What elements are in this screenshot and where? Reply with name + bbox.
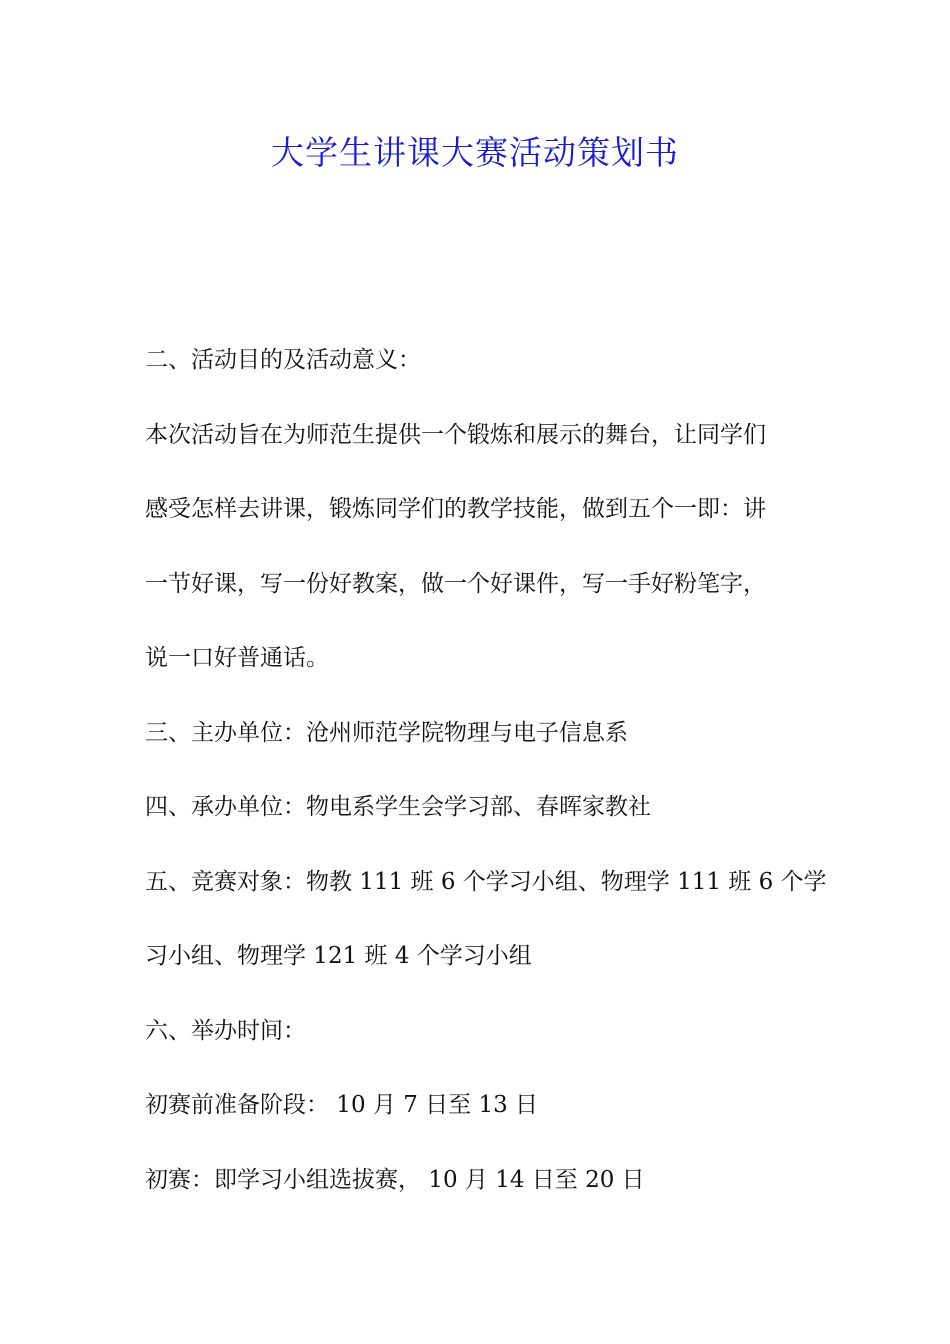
document-body [145, 335, 827, 1229]
paragraph-line: 说一口好普通话。 [145, 645, 329, 671]
section-3-organizer: 三、主办单位：沧州师范学院物理与电子信息系 [145, 719, 628, 746]
document-title: 大学生讲课大赛活动策划书 [271, 133, 679, 172]
section-4-co-organizer: 四、承办单位：物电系学生会学习部、春晖家教社 [145, 794, 651, 820]
schedule-item: 初赛：即学习小组选拔赛， 10 月 14 日至 20 日 [145, 1166, 645, 1193]
paragraph-line: 一节好课，写一份好教案，做一个好课件，写一手好粉笔字， [145, 570, 766, 597]
paragraph-line: 本次活动旨在为师范生提供一个锻炼和展示的舞台，让同学们 [145, 421, 766, 448]
section-2-heading: 二、活动目的及活动意义： [145, 347, 421, 373]
paragraph-line: 习小组、物理学 121 班 4 个学习小组 [145, 943, 532, 969]
section-6-schedule-heading: 六、举办时间： [145, 1017, 306, 1044]
paragraph-line: 感受怎样去讲课，锻炼同学们的教学技能，做到五个一即：讲 [145, 496, 766, 522]
schedule-item: 初赛前准备阶段： 10 月 7 日至 13 日 [145, 1092, 539, 1118]
section-5-participants: 五、竞赛对象：物教 111 班 6 个学习小组、物理学 111 班 6 个学 [145, 868, 827, 895]
